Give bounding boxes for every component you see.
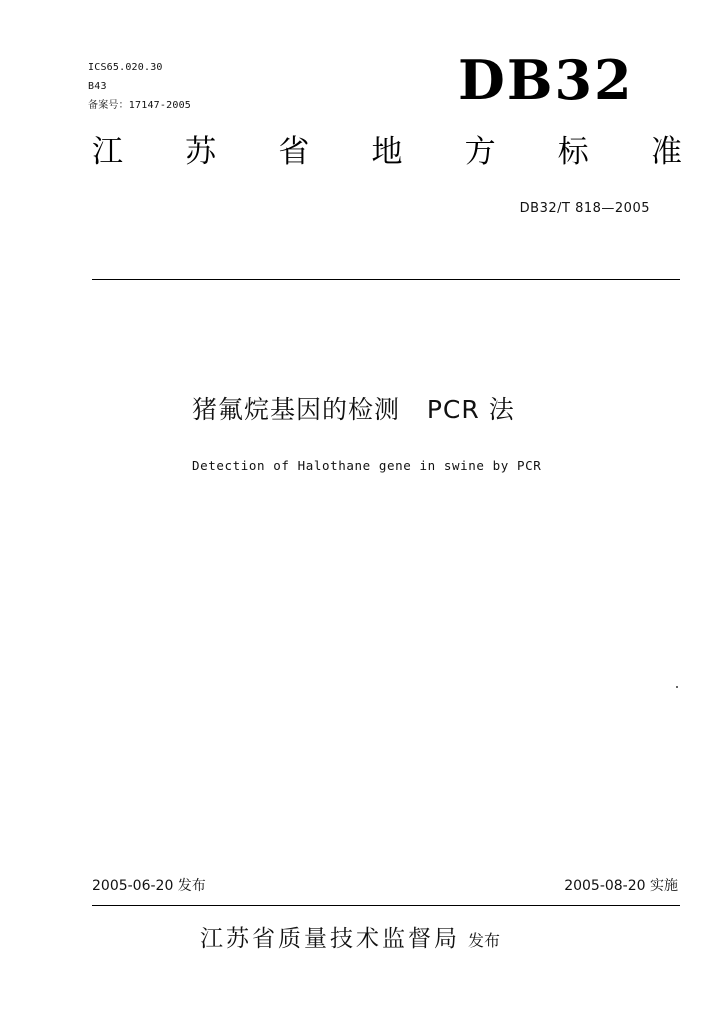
publisher-action: 发布 — [468, 931, 501, 950]
standard-number: DB32/T 818—2005 — [519, 201, 650, 216]
publisher — [200, 920, 500, 953]
standard-type — [92, 130, 682, 174]
publisher-org: 江苏省质量技术监督局 — [200, 926, 460, 952]
bottom-divider — [92, 905, 680, 906]
standard-type-char: 江 — [92, 134, 123, 170]
standard-type-char: 标 — [557, 134, 589, 170]
standard-type-char: 准 — [650, 134, 682, 170]
standard-type-char: 方 — [464, 134, 496, 170]
title-english: Detection of Halothane gene in swine by PCR — [192, 458, 542, 473]
standard-type-char: 省 — [278, 134, 310, 170]
standard-type-char: 地 — [371, 134, 403, 170]
implementation-date: 2005-08-20 实施 — [564, 878, 678, 894]
top-divider — [92, 279, 680, 280]
standard-type-char: 苏 — [185, 134, 217, 170]
title-chinese: 猪氟烷基因的检测 PCR 法 — [192, 395, 515, 424]
issue-date: 2005-06-20 发布 — [92, 878, 206, 894]
record-number: 备案号：17147-2005 — [88, 100, 192, 111]
ics-code: ICS65.020.30 — [88, 62, 163, 73]
ccs-code: B43 — [88, 81, 107, 92]
standard-brand: DB32 — [458, 48, 634, 112]
classification-codes — [88, 58, 191, 115]
scan-speck — [676, 686, 678, 688]
